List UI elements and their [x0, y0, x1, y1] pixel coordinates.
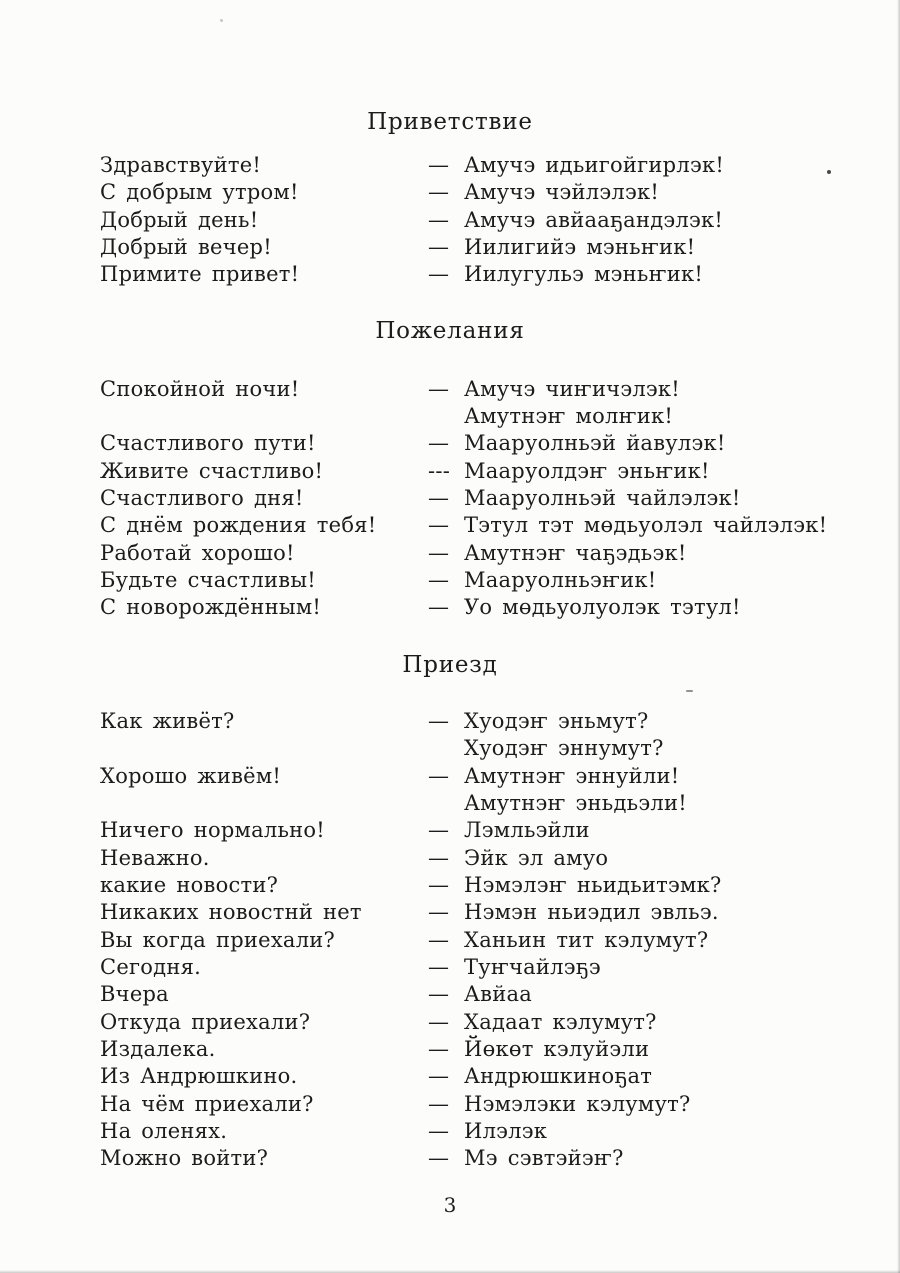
phrase-row	[0, 899, 900, 926]
yukaghir-phrase: Ханьин тит кэлумут?	[464, 927, 709, 952]
scan-speck	[686, 690, 693, 692]
phrase-row	[0, 512, 900, 539]
yukaghir-phrase: Мэ сэвтэйэҥ?	[464, 1146, 624, 1171]
russian-phrase: Спокойной ночи!	[100, 376, 300, 401]
russian-phrase: Ничего нормально!	[100, 818, 325, 843]
dash-separator: —	[428, 1009, 450, 1034]
section-arrival	[0, 649, 900, 1173]
phrase-row	[0, 179, 900, 206]
yukaghir-phrase: Иилугульэ мэньҥик!	[464, 262, 704, 287]
dash-separator: —	[428, 513, 450, 538]
russian-phrase: Примите привет!	[100, 262, 300, 287]
yukaghir-phrase: Хуодэҥ эньмут?	[464, 708, 649, 733]
russian-phrase: Добрый вечер!	[100, 235, 272, 260]
phrase-row	[0, 790, 900, 817]
dash-separator: —	[428, 982, 450, 1007]
yukaghir-phrase: Мааруолньэй йавулэк!	[464, 431, 726, 456]
phrase-list-wishes	[0, 376, 900, 622]
dash-separator: —	[428, 153, 450, 177]
russian-phrase: На оленях.	[100, 1118, 228, 1143]
yukaghir-phrase: Мааруолньэй чайлэлэк!	[464, 486, 741, 511]
section-title-arrival: Приезд	[402, 651, 498, 678]
phrase-row	[0, 954, 900, 981]
yukaghir-phrase: Амучэ идьигойгирлэк!	[464, 153, 725, 177]
russian-phrase: Из Андрюшкино.	[100, 1064, 298, 1089]
russian-phrase: Вчера	[100, 982, 169, 1007]
phrase-row	[0, 567, 900, 594]
yukaghir-phrase: Йөкөт кэлуйэли	[464, 1036, 650, 1061]
dash-separator: —	[428, 1036, 450, 1061]
phrase-row	[0, 234, 900, 261]
yukaghir-phrase: Авйаа	[464, 982, 533, 1007]
section-title-wishes: Пожелания	[375, 317, 525, 344]
yukaghir-phrase: Амучэ чэйлэлэк!	[464, 180, 660, 205]
yukaghir-phrase: Амучэ авйааҕандэлэк!	[464, 207, 724, 232]
russian-phrase: Вы когда приехали?	[100, 927, 336, 952]
russian-phrase: С добрым утром!	[100, 180, 299, 205]
yukaghir-phrase: Хуодэҥ эннумут?	[464, 736, 664, 761]
dash-separator: —	[428, 872, 450, 897]
scan-speck	[220, 19, 223, 22]
russian-phrase: Добрый день!	[100, 207, 259, 232]
phrase-row	[0, 458, 900, 485]
section-title-greeting: Приветствие	[367, 109, 533, 135]
scan-speck	[827, 170, 831, 174]
phrase-row	[0, 1009, 900, 1036]
yukaghir-phrase: Нэмэлэҥ ньидьитэмк?	[464, 872, 722, 897]
phrase-row	[0, 1118, 900, 1145]
russian-phrase: Откуда приехали?	[100, 1009, 311, 1034]
yukaghir-phrase: Амутнэҥ молҥик!	[464, 404, 674, 429]
phrase-row	[0, 845, 900, 872]
yukaghir-phrase: Эйк эл амуо	[464, 845, 609, 870]
dash-separator: —	[428, 1118, 450, 1143]
dash-separator: —	[428, 376, 450, 401]
yukaghir-phrase: Лэмльэйли	[464, 818, 590, 843]
phrase-row	[0, 485, 900, 512]
yukaghir-phrase: Нэмэн ньиэдил эвльэ.	[464, 900, 719, 925]
russian-phrase: С новорождённым!	[100, 595, 322, 620]
yukaghir-phrase: Иилигийэ мэньҥик!	[464, 235, 696, 260]
dash-separator: —	[428, 540, 450, 565]
phrase-row	[0, 927, 900, 954]
phrase-list-greeting	[0, 152, 900, 289]
yukaghir-phrase: Амутнэҥ эннуйли!	[464, 763, 680, 788]
russian-phrase: Никаких новостнй нет	[100, 900, 362, 925]
dash-separator: —	[428, 708, 450, 733]
phrase-row	[0, 872, 900, 899]
dash-separator: —	[428, 927, 450, 952]
phrase-row	[0, 763, 900, 790]
russian-phrase: На чём приехали?	[100, 1091, 314, 1116]
russian-phrase: С днём рождения тебя!	[100, 513, 377, 538]
dash-separator: —	[428, 1064, 450, 1089]
phrase-row	[0, 1091, 900, 1118]
phrase-row	[0, 817, 900, 844]
phrase-row	[0, 430, 900, 457]
yukaghir-phrase: Амутнэҥ чаҕэдьэк!	[464, 540, 687, 565]
section-greeting	[0, 106, 900, 289]
phrase-row	[0, 1145, 900, 1172]
dash-separator: —	[428, 845, 450, 870]
russian-phrase: Живите счастливо!	[100, 458, 324, 483]
phrase-row	[0, 735, 900, 762]
yukaghir-phrase: Илэлэк	[464, 1118, 548, 1143]
phrase-row	[0, 594, 900, 621]
phrase-row	[0, 540, 900, 567]
dash-separator: —	[428, 1146, 450, 1171]
phrase-row	[0, 152, 900, 179]
phrase-row	[0, 1036, 900, 1063]
dash-separator: —	[428, 818, 450, 843]
yukaghir-phrase: Тэтул тэт мөдьуолэл чайлэлэк!	[464, 513, 828, 538]
dash-separator: —	[428, 954, 450, 979]
yukaghir-phrase: Нэмэлэки кэлумут?	[464, 1091, 691, 1116]
russian-phrase: Счастливого дня!	[100, 486, 304, 511]
russian-phrase: какие новости?	[100, 872, 279, 897]
dash-separator: —	[428, 900, 450, 925]
phrase-row	[0, 207, 900, 234]
russian-phrase: Как живёт?	[100, 708, 235, 733]
dash-separator: —	[428, 431, 450, 456]
russian-phrase: Неважно.	[100, 845, 210, 870]
yukaghir-phrase: Амучэ чиҥичэлэк!	[464, 376, 680, 401]
phrase-list-arrival	[0, 708, 900, 1173]
yukaghir-phrase: Андрюшкиноҕат	[464, 1064, 653, 1089]
phrase-row	[0, 261, 900, 288]
yukaghir-phrase: Туҥчайлэҕэ	[464, 954, 601, 979]
russian-phrase: Счастливого пути!	[100, 431, 316, 456]
dash-separator: —	[428, 763, 450, 788]
yukaghir-phrase: Мааруолньэҥик!	[464, 568, 657, 593]
section-wishes	[0, 315, 900, 622]
yukaghir-phrase: Мааруолдэҥ эньҥик!	[464, 458, 710, 483]
russian-phrase: Можно войти?	[100, 1146, 269, 1171]
dash-separator: —	[428, 568, 450, 593]
russian-phrase: Будьте счастливы!	[100, 568, 316, 593]
russian-phrase: Издалека.	[100, 1036, 216, 1061]
phrase-row	[0, 376, 900, 403]
dash-separator: —	[428, 1091, 450, 1116]
dash-separator: —	[428, 262, 450, 287]
page-number: 3	[443, 1192, 457, 1217]
yukaghir-phrase: Хадаат кэлумут?	[464, 1009, 657, 1034]
yukaghir-phrase: Уо мөдьуолуолэк тэтул!	[464, 595, 741, 620]
russian-phrase: Сегодня.	[100, 954, 201, 979]
dash-separator: —	[428, 207, 450, 232]
dash-separator: —	[428, 486, 450, 511]
phrase-row	[0, 981, 900, 1008]
russian-phrase: Здравствуйте!	[100, 153, 262, 177]
phrase-row	[0, 1063, 900, 1090]
russian-phrase: Работай хорошо!	[100, 540, 295, 565]
phrase-row	[0, 403, 900, 430]
dash-separator: —	[428, 180, 450, 205]
dash-separator: ---	[428, 458, 451, 483]
dash-separator: —	[428, 595, 450, 620]
dash-separator: —	[428, 235, 450, 260]
yukaghir-phrase: Амутнэҥ эньдьэли!	[464, 790, 687, 815]
phrase-row	[0, 708, 900, 735]
russian-phrase: Хорошо живём!	[100, 763, 282, 788]
